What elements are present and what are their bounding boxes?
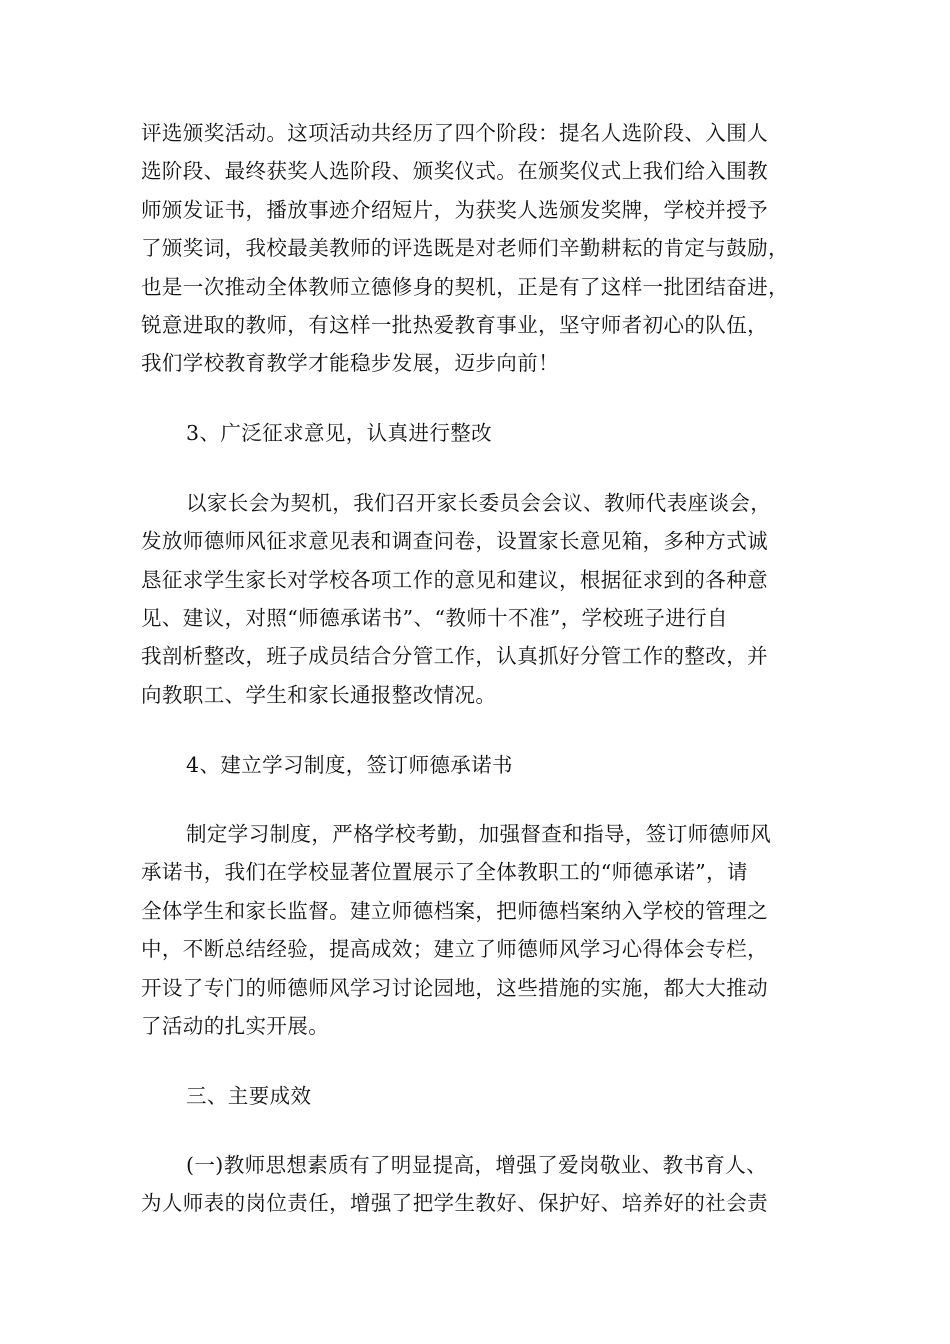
paragraph-1-line-5: 也是一次推动全体教师立德修身的契机，正是有了这样一批团结奋进， (141, 275, 789, 299)
paragraph-1-line-4: 了颁奖词，我校最美教师的评选既是对老师们辛勤耕耘的肯定与鼓励， (141, 236, 789, 260)
paragraph-2-line-4: 见、建议，对照“师德承诺书”、“教师十不准”，学校班子进行自 (141, 606, 728, 630)
paragraph-2-line-3: 恳征求学生家长对学校各项工作的意见和建议，根据征求到的各种意 (141, 568, 768, 592)
heading-4: 4、建立学习制度，签订师德承诺书 (186, 753, 513, 777)
paragraph-3-line-2: 承诺书，我们在学校显著位置展示了全体教职工的“师德承诺”，请 (141, 860, 748, 884)
paragraph-4-line-1: (一)教师思想素质有了明显提高，增强了爱岗敬业、教书育人、 (186, 1153, 768, 1177)
paragraph-3-line-6: 了活动的扎实开展。 (141, 1014, 330, 1038)
paragraph-3-line-3: 全体学生和家长监督。建立师德档案，把师德档案纳入学校的管理之 (141, 899, 768, 923)
paragraph-1-line-7: 我们学校教育教学才能稳步发展，迈步向前！ (141, 351, 559, 375)
paragraph-1-line-2: 选阶段、最终获奖人选阶段、颁奖仪式。在颁奖仪式上我们给入围教 (141, 159, 768, 183)
paragraph-1-line-3: 师颁发证书，播放事迹介绍短片，为获奖人选颁发奖牌，学校并授予 (141, 198, 768, 222)
paragraph-2-line-1: 以家长会为契机，我们召开家长委员会会议、教师代表座谈会， (186, 491, 772, 515)
paragraph-3-line-5: 开设了专门的师德师风学习讨论园地，这些措施的实施，都大大推动 (141, 976, 768, 1000)
paragraph-2-line-6: 向教职工、学生和家长通报整改情况。 (141, 683, 497, 707)
heading-3: 3、广泛征求意见，认真进行整改 (186, 421, 493, 445)
paragraph-4-line-2: 为人师表的岗位责任，增强了把学生教好、保护好、培养好的社会责 (141, 1191, 768, 1215)
paragraph-2-line-2: 发放师德师风征求意见表和调查问卷，设置家长意见箱，多种方式诚 (141, 529, 768, 553)
paragraph-3-line-1: 制定学习制度，严格学校考勤，加强督查和指导，签订师德师风 (186, 822, 772, 846)
paragraph-3-line-4: 中，不断总结经验，提高成效；建立了师德师风学习心得体会专栏， (141, 937, 768, 961)
section-heading: 三、主要成效 (186, 1084, 312, 1108)
paragraph-1-line-1: 评选颁奖活动。这项活动共经历了四个阶段：提名人选阶段、入围人 (141, 121, 768, 145)
paragraph-2-line-5: 我剖析整改，班子成员结合分管工作，认真抓好分管工作的整改，并 (141, 644, 768, 668)
paragraph-1-line-6: 锐意进取的教师，有这样一批热爱教育事业，坚守师者初心的队伍， (141, 313, 768, 337)
